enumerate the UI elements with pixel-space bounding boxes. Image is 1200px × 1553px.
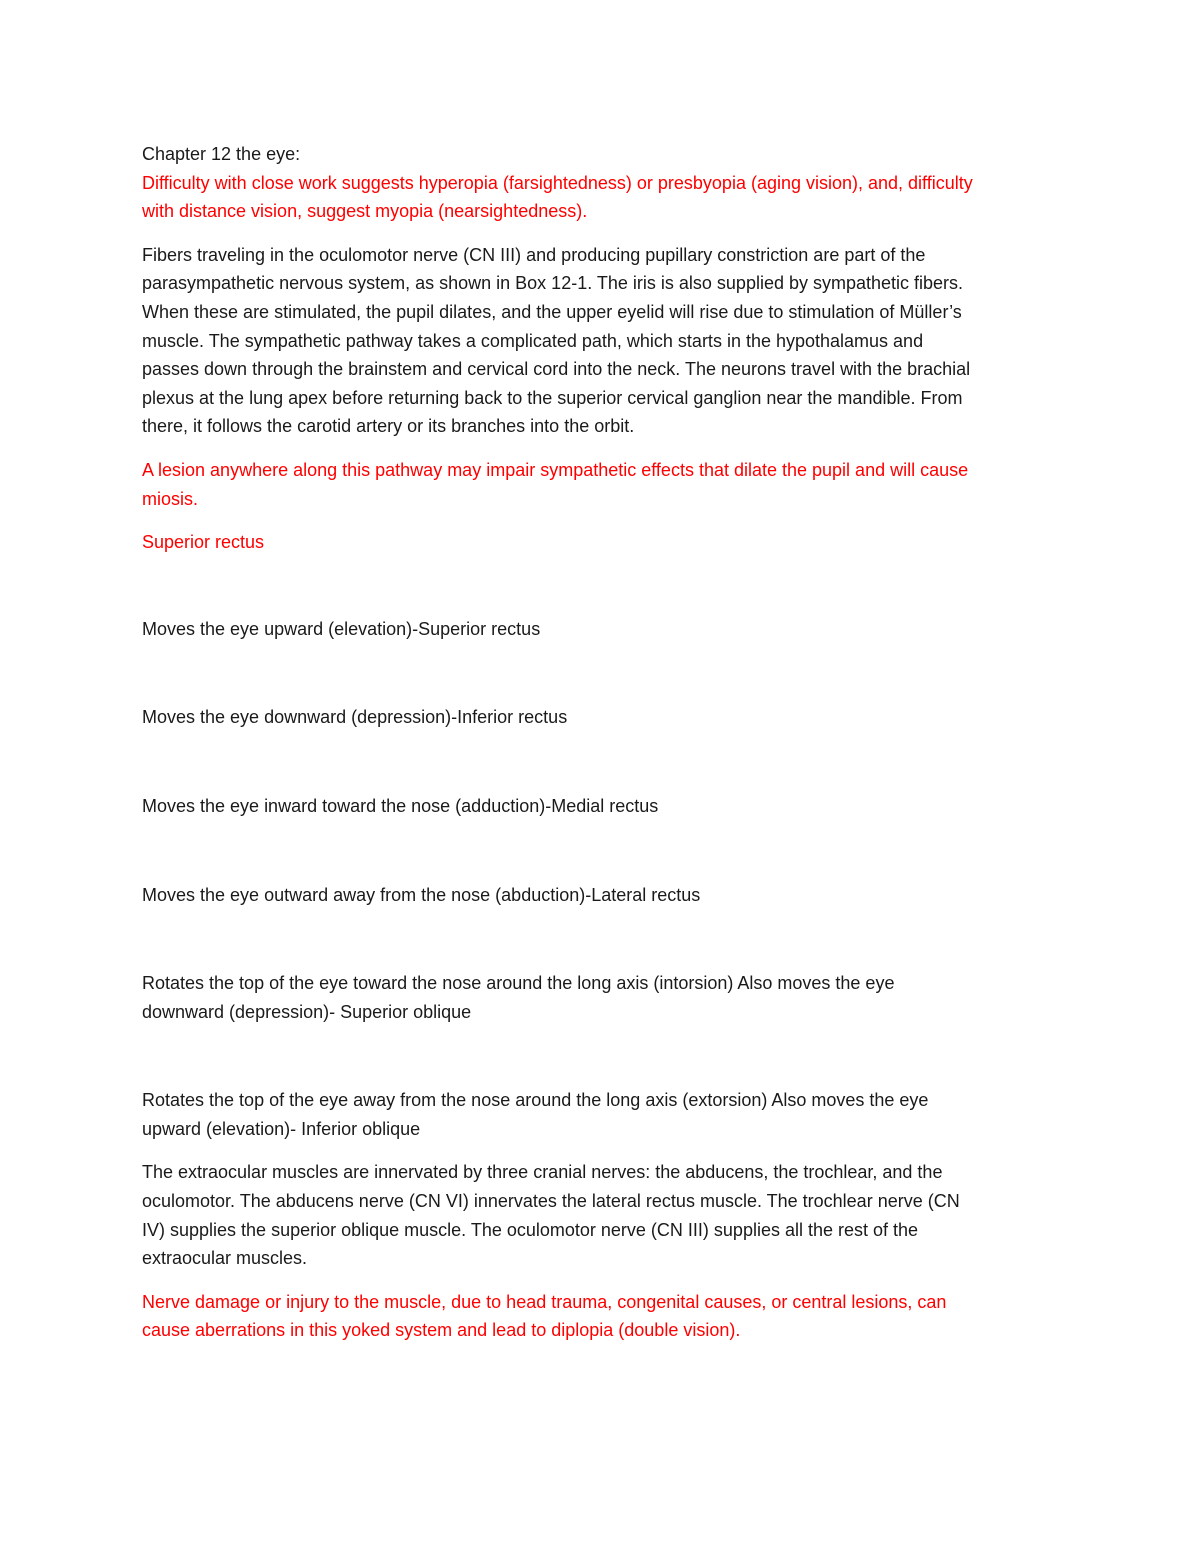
superior-rectus-heading: Superior rectus: [142, 532, 265, 553]
lesion-note-line: miosis.: [142, 488, 199, 509]
muscle-action-line: Rotates the top of the eye away from the nose around the long axis (extorsion) Also moves the eye: [142, 1090, 929, 1111]
paragraph-line: oculomotor. The abducens nerve (CN VI) innervates the lateral rectus muscle. The trochlear nerve (CN: [142, 1191, 960, 1212]
muscle-action-item: [142, 969, 1062, 1026]
muscle-action-line: Rotates the top of the eye toward the nose around the long axis (intorsion) Also moves the eye: [142, 973, 895, 994]
vision-note: [142, 169, 1062, 226]
nerve-damage-note-line: Nerve damage or injury to the muscle, due to head trauma, congenital causes, or central lesions, can: [142, 1291, 947, 1312]
muscle-action-line: Moves the eye downward (depression)-Inferior rectus: [142, 707, 568, 728]
lesion-note-line: A lesion anywhere along this pathway may impair sympathetic effects that dilate the pupil and will cause: [142, 459, 969, 480]
muscle-action-item: [142, 703, 1062, 732]
paragraph-line: plexus at the lung apex before returning back to the superior cervical ganglion near the mandible. From: [142, 387, 963, 408]
muscle-action-line: Moves the eye upward (elevation)-Superior rectus: [142, 618, 541, 639]
lesion-note: [142, 456, 1062, 513]
paragraph-line: Fibers traveling in the oculomotor nerve (CN III) and producing pupillary constriction are part of the: [142, 244, 926, 265]
innervation-paragraph: [142, 1158, 1062, 1272]
document-page: [142, 140, 1062, 1360]
paragraph-line: When these are stimulated, the pupil dilates, and the upper eyelid will rise due to stimulation of Müller’s: [142, 301, 962, 322]
muscle-action-item: [142, 615, 1062, 644]
muscle-action-item: [142, 881, 1062, 910]
nerve-damage-note-line: cause aberrations in this yoked system and lead to diplopia (double vision).: [142, 1320, 741, 1341]
muscle-action-line: Moves the eye outward away from the nose (abduction)-Lateral rectus: [142, 884, 701, 905]
muscle-action-line: upward (elevation)- Inferior oblique: [142, 1118, 421, 1139]
vision-note-line: Difficulty with close work suggests hyperopia (farsightedness) or presbyopia (aging vision), and, difficulty: [142, 172, 973, 193]
vision-note-line: with distance vision, suggest myopia (nearsightedness).: [142, 201, 588, 222]
paragraph-line: IV) supplies the superior oblique muscle. The oculomotor nerve (CN III) supplies all the rest of the: [142, 1219, 919, 1240]
fibers-paragraph: [142, 241, 1062, 441]
muscle-action-line: Moves the eye inward toward the nose (adduction)-Medial rectus: [142, 795, 659, 816]
spacer: [142, 557, 1062, 615]
paragraph-line: there, it follows the carotid artery or its branches into the orbit.: [142, 416, 635, 437]
paragraph-line: The extraocular muscles are innervated by three cranial nerves: the abducens, the trochlear, and the: [142, 1162, 943, 1183]
nerve-damage-note: [142, 1288, 1062, 1345]
paragraph-line: muscle. The sympathetic pathway takes a complicated path, which starts in the hypothalamus and: [142, 330, 924, 351]
muscle-action-item: [142, 792, 1062, 821]
muscle-action-line: downward (depression)- Superior oblique: [142, 1001, 472, 1022]
paragraph-line: passes down through the brainstem and cervical cord into the neck. The neurons travel with the brachial: [142, 359, 971, 380]
chapter-title: Chapter 12 the eye:: [142, 144, 301, 164]
muscle-action-item: [142, 1086, 1062, 1143]
paragraph-line: extraocular muscles.: [142, 1248, 308, 1269]
paragraph-line: parasympathetic nervous system, as shown in Box 12-1. The iris is also supplied by sympathetic fibers.: [142, 273, 964, 294]
